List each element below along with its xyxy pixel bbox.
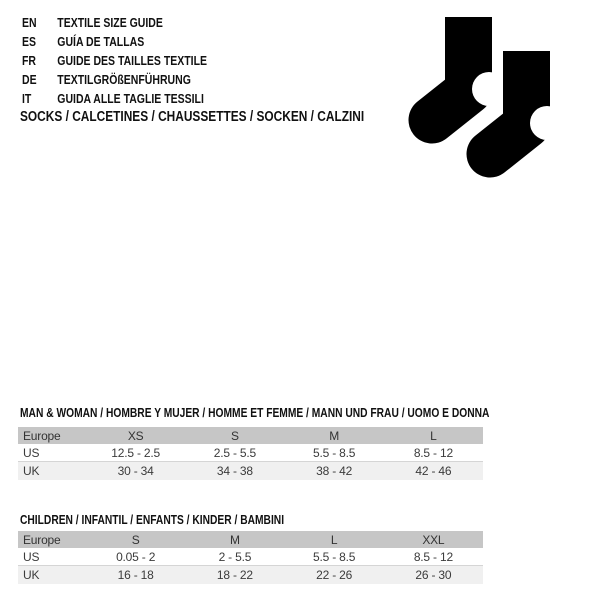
column-header-europe: Europe bbox=[23, 532, 61, 547]
table-row-uk bbox=[18, 462, 483, 480]
children-table-title: CHILDREN / INFANTIL / ENFANTS / KINDER / BAMBINI bbox=[20, 513, 285, 527]
men-women-size-table bbox=[18, 427, 483, 480]
column-header-m: M bbox=[329, 428, 340, 443]
size-cell: 12.5 - 2.5 bbox=[111, 445, 160, 460]
lang-label: TEXTILE SIZE GUIDE bbox=[57, 15, 163, 30]
size-cell: 0.05 - 2 bbox=[116, 549, 156, 564]
size-cell: 2 - 5.5 bbox=[218, 549, 252, 564]
lang-row-it bbox=[22, 89, 207, 108]
lang-label: TEXTILGRÖßENFÜHRUNG bbox=[57, 72, 191, 87]
column-header-s: S bbox=[230, 428, 239, 443]
size-cell: 34 - 38 bbox=[216, 464, 253, 478]
row-label: US bbox=[23, 549, 40, 564]
size-cell: 26 - 30 bbox=[415, 568, 452, 582]
category-title: SOCKS / CALCETINES / CHAUSSETTES / SOCKEN / CALZINI bbox=[20, 109, 365, 125]
front-sock-icon bbox=[490, 46, 564, 154]
size-cell: 42 - 46 bbox=[415, 464, 452, 478]
column-header-europe: Europe bbox=[23, 428, 61, 443]
column-header-m: M bbox=[229, 532, 240, 547]
size-cell: 18 - 22 bbox=[216, 568, 253, 582]
table-row-us bbox=[18, 548, 483, 566]
lang-row-fr bbox=[22, 51, 207, 70]
size-cell: 22 - 26 bbox=[316, 568, 353, 582]
socks-icon bbox=[398, 8, 588, 188]
lang-label: GUIDE DES TAILLES TEXTILE bbox=[57, 53, 208, 68]
lang-row-es bbox=[22, 32, 207, 51]
size-cell: 5.5 - 8.5 bbox=[313, 445, 356, 460]
men-women-table-title: MAN & WOMAN / HOMBRE Y MUJER / HOMME ET FEMME / MANN UND FRAU / UOMO E DONNA bbox=[20, 406, 490, 420]
language-title-list bbox=[22, 13, 242, 108]
table-row-uk bbox=[18, 566, 483, 584]
size-cell: 30 - 34 bbox=[117, 464, 154, 478]
lang-code: IT bbox=[22, 91, 32, 106]
row-label: UK bbox=[23, 464, 40, 478]
column-header-xs: XS bbox=[127, 428, 144, 443]
row-label: UK bbox=[23, 568, 40, 582]
column-header-l: L bbox=[430, 428, 437, 443]
row-label: US bbox=[23, 445, 40, 460]
lang-code: DE bbox=[22, 72, 37, 87]
size-cell: 8.5 - 12 bbox=[413, 549, 453, 564]
lang-code: FR bbox=[22, 53, 37, 68]
table-header-row bbox=[18, 531, 483, 548]
size-cell: 5.5 - 8.5 bbox=[313, 549, 356, 564]
size-cell: 8.5 - 12 bbox=[413, 445, 453, 460]
lang-code: ES bbox=[22, 34, 37, 49]
children-size-table bbox=[18, 531, 483, 584]
lang-label: GUÍA DE TALLAS bbox=[57, 34, 145, 49]
size-cell: 2.5 - 5.5 bbox=[213, 445, 256, 460]
lang-row-de bbox=[22, 70, 207, 89]
lang-row-en bbox=[22, 13, 207, 32]
lang-code: EN bbox=[22, 15, 37, 30]
table-row-us bbox=[18, 444, 483, 462]
size-cell: 16 - 18 bbox=[117, 568, 154, 582]
column-header-l: L bbox=[330, 532, 338, 547]
table-header-row bbox=[18, 427, 483, 444]
lang-label: GUIDA ALLE TAGLIE TESSILI bbox=[57, 91, 204, 106]
column-header-s: S bbox=[131, 532, 140, 547]
back-sock-icon bbox=[432, 17, 506, 120]
column-header-xxl: XXL bbox=[422, 532, 445, 547]
size-cell: 38 - 42 bbox=[316, 464, 353, 478]
